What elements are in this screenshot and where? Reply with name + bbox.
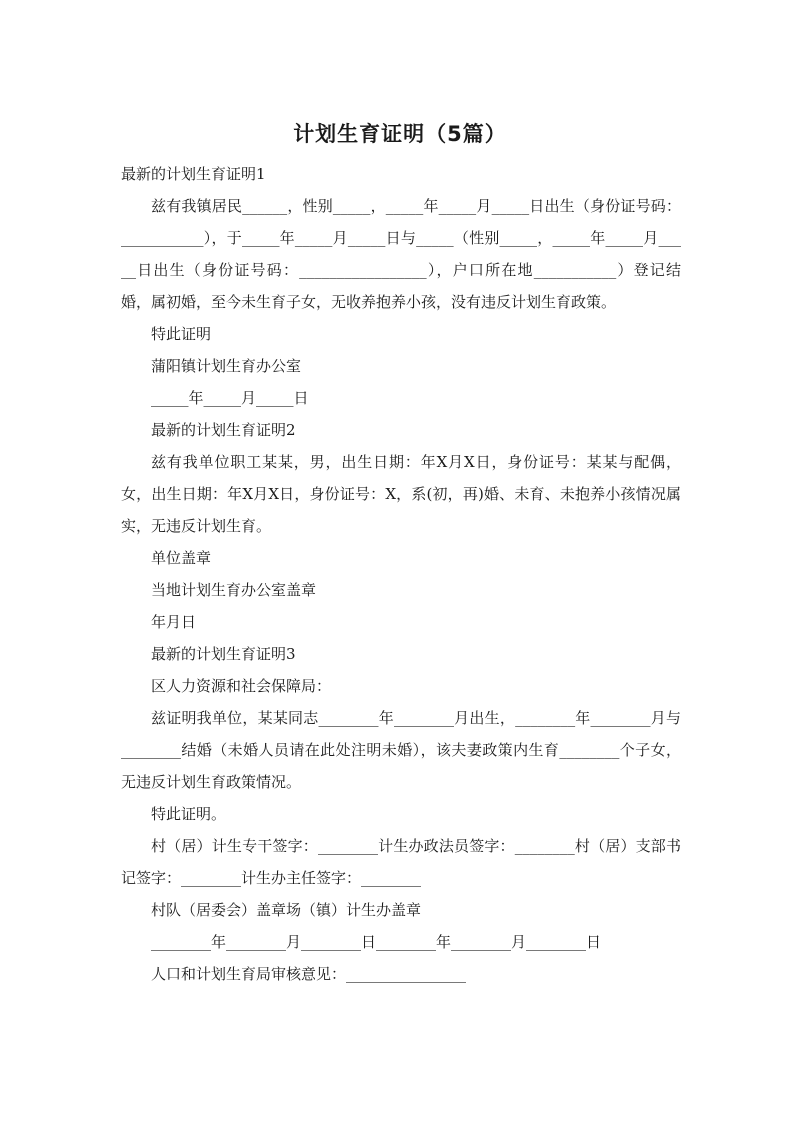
paragraph: 特此证明 xyxy=(151,325,212,343)
paragraph: 人口和计划生育局审核意见：________________ xyxy=(151,965,467,983)
document-title: 计划生育证明（5篇） xyxy=(293,122,507,146)
section-heading-1: 最新的计划生育证明1 xyxy=(121,165,266,183)
date-line: 年月日 xyxy=(151,613,197,631)
paragraph: 特此证明。 xyxy=(151,805,227,823)
paragraph: 兹证明我单位，某某同志________年________月出生，________年________月与________结婚（未婚人员请在此处注明未婚），该夫妻政策内生育________个子女，无违反计划生育政策情况。 xyxy=(121,709,681,791)
date-line: ________年________月________日________年________月________日 xyxy=(151,933,602,951)
section-heading-2: 最新的计划生育证明2 xyxy=(151,421,296,439)
paragraph: 区人力资源和社会保障局： xyxy=(151,677,332,695)
date-line: _____年_____月_____日 xyxy=(151,389,309,407)
paragraph: 蒲阳镇计划生育办公室 xyxy=(151,357,302,375)
document-body xyxy=(121,158,681,990)
paragraph: 兹有我单位职工某某，男，出生日期：年X月X日，身份证号：某某与配偶，女，出生日期：年X月X日，身份证号：X，系(初，再)婚、未育、未抱养小孩情况属实，无违反计划生育。 xyxy=(121,453,681,535)
section-heading-3: 最新的计划生育证明3 xyxy=(151,645,296,663)
paragraph: 兹有我镇居民______，性别_____，_____年_____月_____日出生（身份证号码：___________），于_____年_____月_____日与_____（性别_____，_____年_____月_____日出生（身份证号码：_________________），户口所在地___________）登记结婚，属初婚，至今未生育子女，无收养抱养小孩，没有违反计划生育政策。 xyxy=(121,197,681,311)
paragraph: 村队（居委会）盖章场（镇）计生办盖章 xyxy=(151,901,422,919)
paragraph: 当地计划生育办公室盖章 xyxy=(151,581,317,599)
paragraph: 单位盖章 xyxy=(151,549,212,567)
signature-line: 村（居）计生专干签字：________计生办政法员签字：________村（居）支部书记签字：________计生办主任签字：________ xyxy=(121,837,681,887)
